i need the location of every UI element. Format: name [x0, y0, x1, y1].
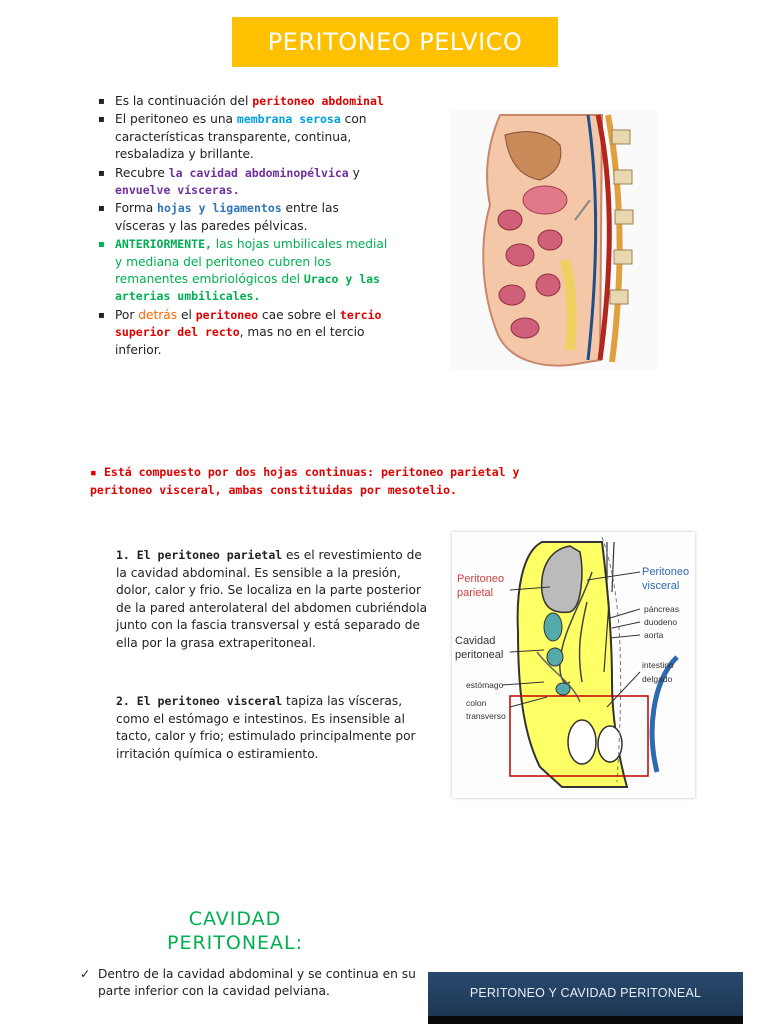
cavidad-title-line1: CAVIDAD	[188, 908, 282, 930]
bullet-text: cae sobre el	[258, 307, 340, 322]
label-aorta: aorta	[644, 630, 664, 640]
label-peritoneo-parietal-2: parietal	[457, 587, 494, 599]
bullet-text: y	[348, 165, 360, 180]
check-icon: ✓	[80, 967, 91, 981]
bullet-item	[98, 165, 388, 200]
visceral-paragraph	[116, 693, 430, 763]
label-cavidad-2: peritoneal	[455, 649, 504, 661]
label-estomago: estómago	[466, 680, 504, 690]
bullet-item	[98, 93, 388, 110]
label-colon: colon	[466, 698, 487, 708]
highlight-text: peritoneo abdominal	[252, 94, 384, 108]
peritoneum-diagram	[452, 532, 695, 798]
highlight-text: tercio superior del recto	[115, 307, 382, 340]
video-thumbnail[interactable]	[428, 972, 743, 1024]
highlight-text: la cavidad abdominopélvica	[168, 165, 349, 180]
bullet-text: el	[177, 307, 196, 322]
label-duodeno: duodeno	[644, 617, 678, 627]
intro-bullet-list	[98, 93, 388, 360]
label-peritoneo-visceral: Peritoneo	[642, 566, 690, 578]
label-colon-2: transverso	[466, 711, 506, 721]
bullet-text: entre las vísceras y las paredes pélvicas.	[115, 201, 339, 233]
highlight-text: hojas y ligamentos	[157, 201, 282, 216]
highlight-text: Uraco y las arterias umbilicales.	[115, 272, 381, 304]
video-bottom-bar	[428, 1016, 743, 1024]
highlight-text: envuelve vísceras.	[115, 183, 240, 198]
cavidad-title-line2: PERITONEAL:	[166, 932, 304, 954]
bullet-text: Por	[115, 307, 139, 322]
label-peritoneo-visceral-2: visceral	[642, 580, 680, 592]
label-intestino: intestino	[642, 660, 674, 670]
bullet-text: Es la continuación del	[115, 94, 253, 108]
bullet-item	[98, 200, 388, 235]
parietal-text: es el revestimiento de la cavidad abdominal. Es sensible a la presión, dolor, calor y frio. Se localiza en la parte posterior de la pared anterolateral del abdomen cubriéndola junto con la fascia transversal y está separado de ella por la grasa extraperitoneal.	[116, 548, 428, 650]
composition-text: Está compuesto por dos hojas continuas: peritoneo parietal y peritoneo visceral, ambas constituidas por mesotelio.	[90, 465, 520, 497]
bullet-text: las hojas umbilicales medial y mediana del peritoneo cubren los remanentes embriológicos del	[115, 237, 388, 287]
abdomen-sagittal-illustration	[450, 110, 658, 370]
page-title: PERITONEO PELVICO	[267, 28, 523, 56]
highlight-text: peritoneo	[195, 307, 259, 322]
highlight-text: ANTERIORMENTE,	[115, 237, 212, 252]
label-intestino-2: delgado	[642, 674, 673, 684]
bullet-marker: ▪	[90, 465, 97, 479]
checklist-item	[80, 966, 418, 1001]
bullet-text: El peritoneo es una	[115, 112, 237, 127]
video-title: PERITONEO Y CAVIDAD PERITONEAL	[469, 986, 702, 1000]
label-peritoneo-parietal: Peritoneo	[457, 573, 505, 585]
label-cavidad: Cavidad	[455, 635, 496, 647]
bullet-item	[98, 111, 388, 163]
cavidad-heading	[140, 907, 330, 955]
highlight-text: membrana serosa	[236, 112, 341, 127]
visceral-label: 2. El peritoneo visceral	[116, 694, 283, 708]
composition-note	[90, 463, 560, 499]
parietal-paragraph	[116, 547, 430, 653]
bullet-item	[98, 236, 388, 306]
bullet-item	[98, 307, 388, 359]
bullet-text: Recubre	[115, 165, 169, 180]
bullet-text: con características transparente, continua, resbaladiza y brillante.	[115, 112, 367, 162]
highlight-text: detrás	[138, 307, 178, 322]
parietal-label: 1. El peritoneo parietal	[116, 548, 283, 562]
bullet-text: , mas no en el tercio inferior.	[115, 325, 365, 357]
label-pancreas: páncreas	[644, 604, 679, 614]
bullet-text: Forma	[115, 201, 158, 216]
checklist-text: Dentro de la cavidad abdominal y se continua en su parte inferior con la cavidad pelviana.	[98, 967, 416, 999]
title-banner	[232, 17, 558, 67]
visceral-text: tapiza las vísceras, como el estómago e intestinos. Es insensible al tacto, calor y frio; estimulado principalmente por irritación química o estiramiento.	[116, 694, 416, 761]
